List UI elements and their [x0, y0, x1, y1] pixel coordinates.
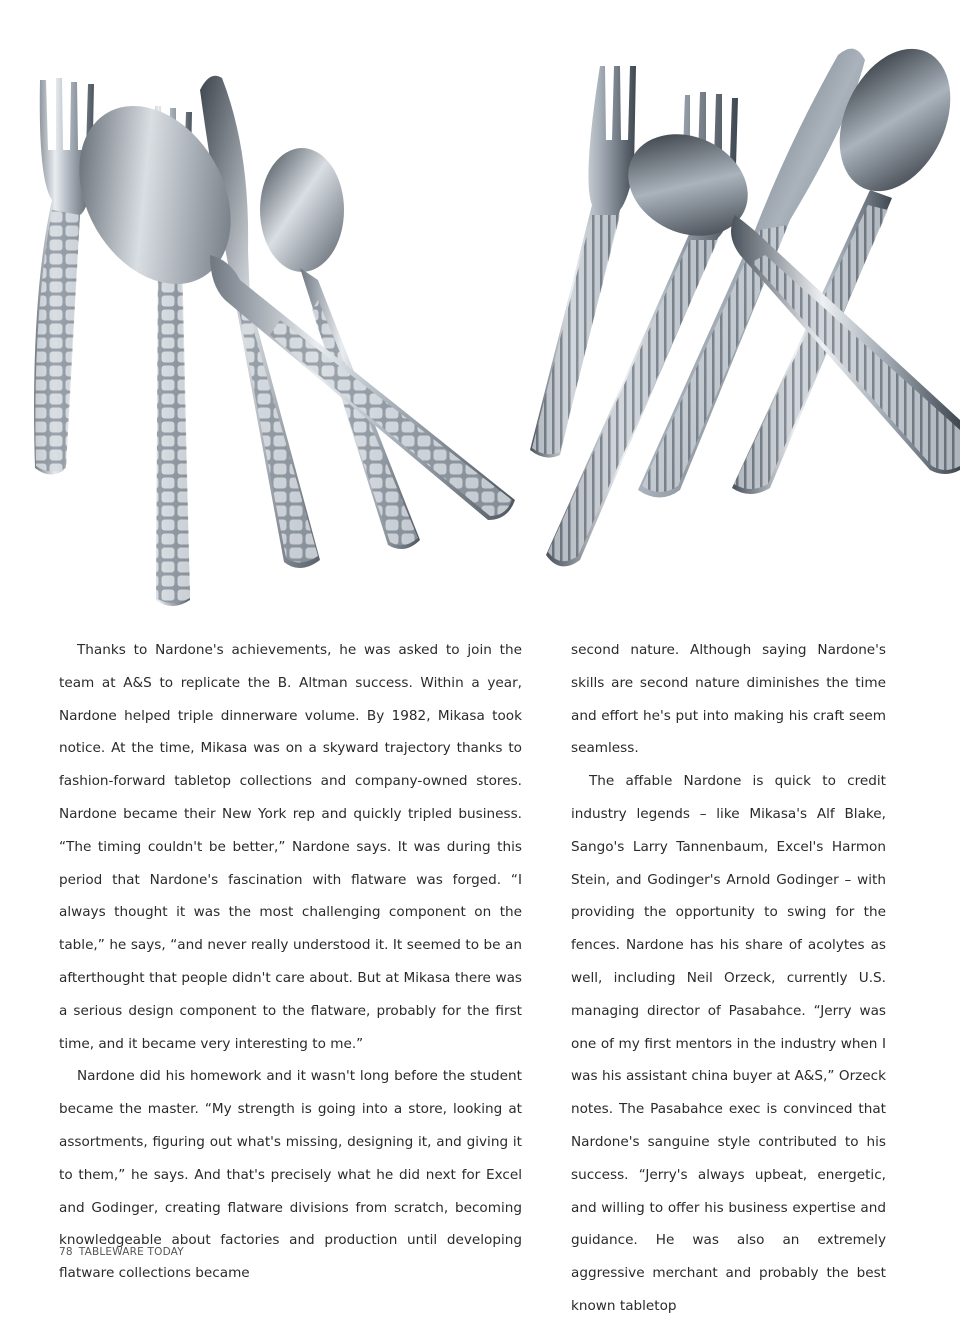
article-column-right — [571, 634, 886, 1323]
body-paragraph: The affable Nardone is quick to credit industry legends – like Mikasa's Alf Blake, Sango's Larry Tannenbaum, Excel's Harmon Stein, and Godinger's Arnold Godinger – with providing the opportunity to swing for the fences. Nardone has his share of acolytes as well, including Neil Orzeck, currently U.S. managing director of Pasabahce. “Jerry was one of my first mentors in the industry when I was his assistant china buyer at A&S,” Orzeck notes. The Pasabahce exec is convinced that Nardone's sanguine style contributed to his success. “Jerry's always upbeat, energetic, and willing to offer his business expertise and guidance. He was also an extremely aggressive merchant and probably the best known tabletop — [571, 773, 886, 1314]
page-footer — [59, 1246, 190, 1258]
body-paragraph: second nature. Although saying Nardone's skills are second nature diminishes the time and effort he's put into making his craft seem seamless. — [571, 642, 886, 757]
fork-icon — [34, 78, 94, 475]
publication-name: TABLEWARE TODAY — [78, 1246, 184, 1258]
body-paragraph: Thanks to Nardone's achievements, he was asked to join the team at A&S to replicate the B. Altman success. Within a year, Nardone helped triple dinnerware volume. By 1982, Mikasa took notice. At the time, Mikasa was on a skyward trajectory thanks to fashion-forward tabletop collections and company-owned stores. Nardone became their New York rep and quickly tripled business. “The timing couldn't be better,” Nardone says. It was during this period that Nardone's fascination with flatware was forged. “I always thought it was the most challenging component on the table,” he says, “and never really understood it. It seemed to be an afterthought that people didn't care about. But at Mikasa there was a serious design component to the flatware, probably for the first time, and it became very interesting to me.” — [59, 642, 522, 1052]
body-paragraph: Nardone did his homework and it wasn't long before the student became the master. “My strength is going into a store, looking at assortments, figuring out what's missing, designing it, and giving it to them,” he says. And that's precisely what he did next for Excel and Godinger, creating flatware divisions from scratch, becoming knowledgeable about factories and production until developing flatware collections became — [59, 1068, 522, 1282]
article-column-left — [59, 634, 522, 1290]
page-number: 78 — [59, 1246, 73, 1258]
flatware-photo-textured — [0, 0, 540, 620]
flatware-photo-ribbed — [520, 0, 960, 620]
